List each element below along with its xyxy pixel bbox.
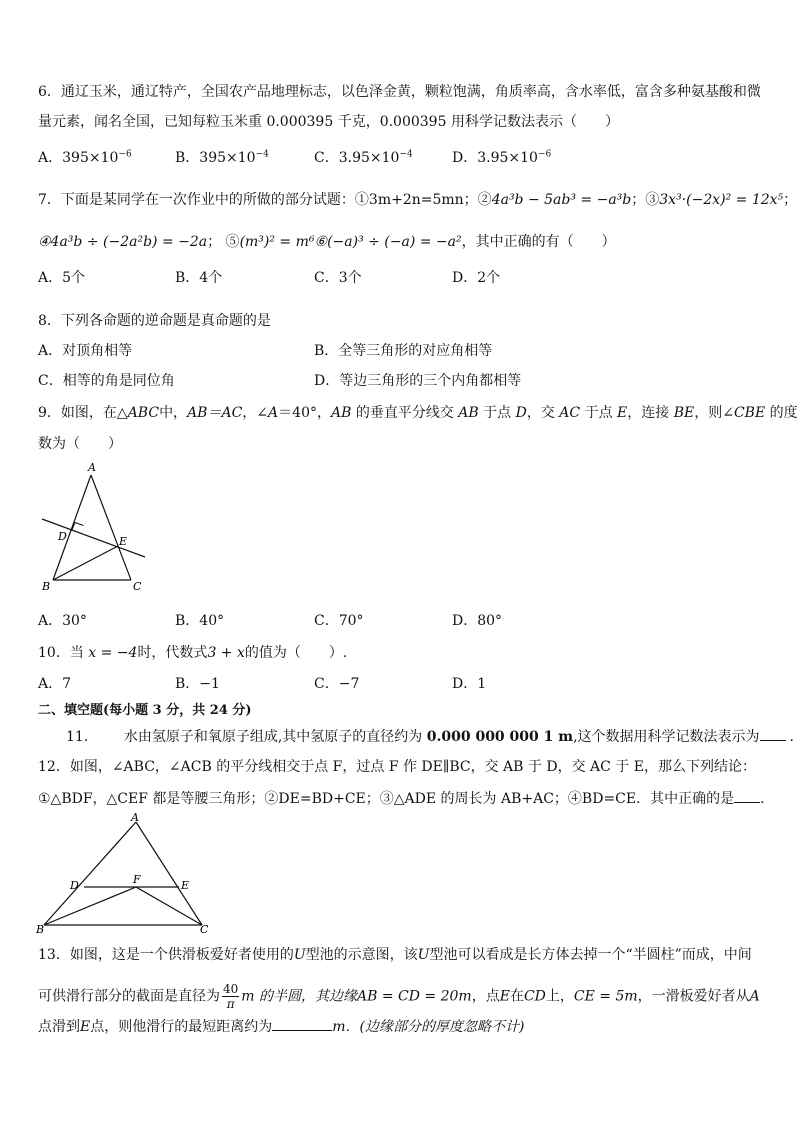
q12-line1: 12．如图，∠ABC，∠ACB 的平分线相交于点 F，过点 F 作 DE∥BC，交 AB 于 D，交 AC 于 E，那么下列结论：	[38, 759, 756, 775]
q7-expr4: ④4a³b ÷ (−2a²b) = −2a	[38, 234, 208, 250]
q6-option-a: A．$395\times 10^{-6}$	[38, 149, 132, 166]
q10-stem: 10．当 x = −4时，代数式3 + x的值为（ ）.	[38, 645, 348, 661]
q9-label-a: A	[88, 461, 96, 474]
q9-line1: 9．如图，在△ABC中，AB＝AC，∠A＝40°，AB 的垂直平分线交 AB 于点 D，交 AC 于点 E，连接 BE，则∠CBE 的度	[38, 405, 798, 421]
q8-option-d: D．等边三角形的三个内角都相等	[314, 373, 522, 389]
q13-answer-blank	[272, 1016, 332, 1031]
q7-option-c: C．3个	[314, 270, 362, 286]
q9-option-d: D．80°	[452, 613, 503, 629]
q12-label-d: D	[70, 879, 79, 892]
q9-label-c: C	[133, 580, 142, 593]
q13-line3: 点滑到E点，则他滑行的最短距离约为 m．(边缘部分的厚度忽略不计)	[38, 1016, 524, 1037]
q9-label-d: D	[58, 530, 67, 543]
q12-label-a: A	[131, 811, 139, 824]
q7-expr3: 3x³·(−2x)² = 12x⁵	[659, 192, 784, 208]
q8-option-a: A．对顶角相等	[38, 343, 133, 359]
q12-side-ac	[136, 822, 202, 925]
q7-option-d: D．2个	[452, 270, 501, 286]
q7-option-b: B．4个	[175, 270, 223, 286]
q8-option-c: C．相等的角是同位角	[38, 373, 175, 389]
q6-option-b: B．$395\times 10^{-4}$	[175, 149, 269, 166]
q12-bisector-bf	[44, 887, 136, 925]
q12-label-e: E	[181, 879, 190, 892]
q12-label-f: F	[133, 873, 141, 886]
q12-answer-blank	[734, 788, 760, 803]
q9-side-ac	[91, 475, 131, 580]
q9-side-ab	[53, 475, 91, 580]
q6-option-c: C．$3.95\times 10^{-4}$	[314, 149, 413, 166]
q9-segment-be	[53, 546, 118, 580]
q7-expr6: ⑥(−a)³ ÷ (−a) = −a²	[314, 234, 462, 250]
q7-option-a: A．5个	[38, 270, 86, 286]
q12-bisector-cf	[136, 887, 202, 925]
q9-label-e: E	[119, 535, 128, 548]
q9-option-a: A．30°	[38, 613, 87, 629]
q12-side-ab	[44, 822, 136, 925]
q13-line1: 13．如图，这是一个供滑板爱好者使用的U型池的示意图，该U型池可以看成是长方体去掉一个“半圆柱”而成，中间	[38, 947, 752, 963]
q8-stem: 8．下列各命题的逆命题是真命题的是	[38, 313, 271, 329]
q9-option-b: B．40°	[175, 613, 225, 629]
q6-option-d: D．$3.95\times 10^{-6}$	[452, 149, 552, 166]
q12-label-c: C	[200, 923, 209, 936]
q7-expr5: (m³)² = m⁶	[239, 234, 315, 250]
q10-option-b: B．−1	[175, 676, 220, 692]
q9-option-c: C．70°	[314, 613, 364, 629]
q7-line2: ④4a³b ÷ (−2a²b) = −2a； ⑤(m³)² = m⁶⑥(−a)³ ÷ (−a) = −a²，其中正确的有（ ）	[38, 234, 616, 250]
q12-label-b: B	[36, 923, 45, 936]
q10-option-d: D．1	[452, 676, 487, 692]
q8-option-b: B．全等三角形的对应角相等	[314, 343, 493, 359]
q13-diameter-fraction: $\frac{40}{\pi}$	[223, 982, 239, 1011]
q7-line1: 7．下面是某同学在一次作业中的所做的部分试题：①3m+2n=5mn；②4a³b − 5ab³ = −a³b；③3x³·(−2x)² = 12x⁵；	[38, 192, 798, 208]
q10-option-c: C．−7	[314, 676, 360, 692]
q9-line2: 数为（ ）	[38, 436, 122, 452]
q6-line1: 6．通辽玉米，通辽特产，全国农产品地理标志，以色泽金黄，颗粒饱满，角质率高，含水率低，富含多种氨基酸和微	[38, 84, 761, 100]
q11-value: 0.000 000 000 1 m	[426, 729, 574, 745]
q11-answer-blank	[760, 726, 786, 741]
q6-line2: 量元素，闻名全国，已知每粒玉米重 0.000395 千克，0.000395 用科学记数法表示（ ）	[38, 114, 619, 130]
q9-label-b: B	[42, 580, 51, 593]
q10-option-a: A．7	[38, 676, 72, 692]
q12-figure	[34, 812, 214, 938]
section-2-heading: 二、填空题(每小题 3 分，共 24 分)	[38, 703, 252, 718]
q12-line2: ①△BDF，△CEF 都是等腰三角形；②DE=BD+CE；③△ADE 的周长为 AB+AC；④BD=CE．其中正确的是 ．	[38, 788, 774, 809]
q11-line: 11． 水由氢原子和氧原子组成,其中氢原子的直径约为 0.000 000 000 1 m,这个数据用科学记数法表示为 .	[66, 726, 794, 747]
q7-expr2: 4a³b − 5ab³ = −a³b	[491, 192, 632, 208]
q13-line2: 可供滑行部分的截面是直径为 $\frac{40}{\pi}$ m 的半圆，其边缘AB = CD = 20m，点E在CD上，CE = 5m，一滑板爱好者从A	[38, 982, 760, 1011]
q9-figure	[38, 460, 153, 595]
